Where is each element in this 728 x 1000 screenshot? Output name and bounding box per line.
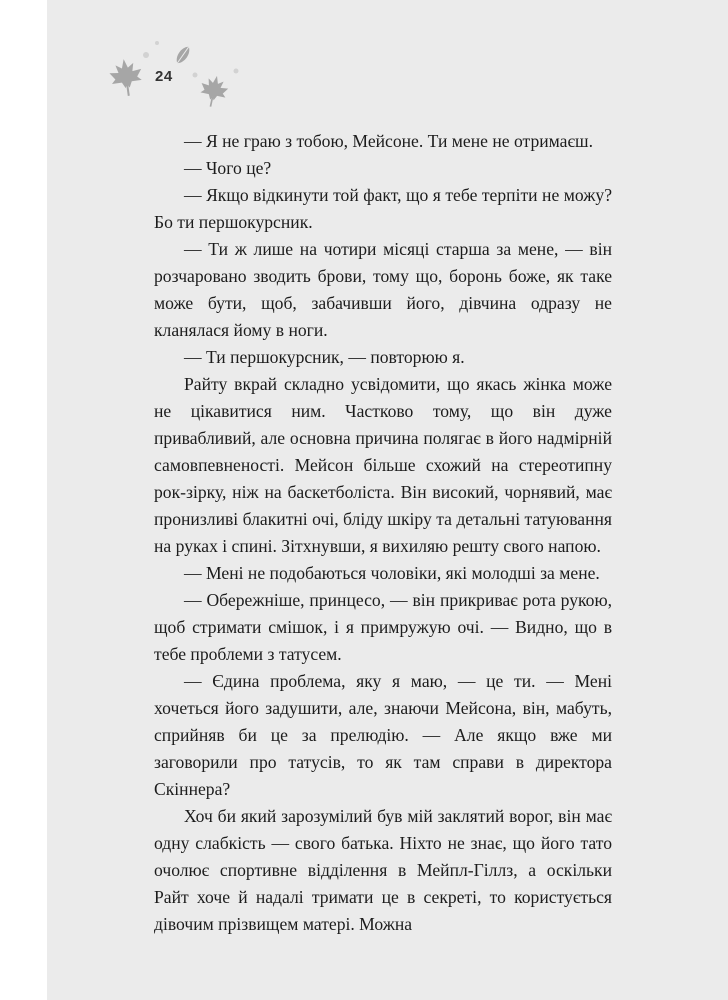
page-decoration	[0, 0, 728, 130]
paragraph: Хоч би який зарозумілий був мій заклятий ворог, він має одну слабкість — свого батька. Ніхто не знає, що його тато очолює спортивне відділення в Мейпл-Гіллз, а оскільки Райт хоче й надалі тримати це в секреті, то користується дівочим прізвищем матері. Можна	[154, 806, 612, 934]
paragraph: — Єдина проблема, яку я маю, — це ти. — Мені хочеться його задушити, але, знаючи Мейсона, він, мабуть, сприйняв би це за прелюдію. — Але якщо вже ми заговорили про татусів, то як там справи в директора Скіннера?	[154, 671, 612, 799]
dot-icon	[193, 73, 198, 78]
dot-icon	[155, 41, 159, 45]
text-body	[154, 128, 612, 938]
paragraph: — Мені не подобаються чоловіки, які молодші за мене.	[184, 563, 600, 583]
maple-leaf-icon	[108, 57, 145, 98]
paragraph: — Я не граю з тобою, Мейсоне. Ти мене не отримаєш.	[184, 131, 593, 151]
maple-leaf-icon	[197, 73, 230, 109]
paragraph: — Обережніше, принцесо, — він прикриває рота рукою, щоб стримати смішок, і я примружую очі. — Видно, що в тебе проблеми з татусем.	[154, 590, 612, 664]
paragraph: Райту вкрай складно усвідомити, що якась жінка може не цікавитися ним. Частково тому, що він дуже привабливий, але основна причина полягає в його надмірній самовпевненості. Мейсон більше схожий на стереотипну рок-зірку, ніж на баскетболіста. Він високий, чорнявий, має пронизливі блакитні очі, бліду шкіру та детальні татуювання на руках і спині. Зітхнувши, я вихиляю решту свого напою.	[154, 374, 612, 556]
paragraph: — Чого це?	[184, 158, 272, 178]
paragraph: — Ти першокурсник, — повторюю я.	[184, 347, 465, 367]
page-number: 24	[155, 68, 173, 85]
dot-icon	[234, 69, 239, 74]
paragraph: — Якщо відкинути той факт, що я тебе терпіти не можу? Бо ти першокурсник.	[154, 185, 612, 232]
dot-icon	[143, 52, 149, 58]
paragraph: — Ти ж лише на чотири місяці старша за мене, — він розчаровано зводить брови, тому що, боронь боже, як таке може бути, щоб, забачивши його, дівчина одразу не кланялася йому в ноги.	[154, 239, 612, 340]
leaf-icon	[172, 44, 193, 68]
